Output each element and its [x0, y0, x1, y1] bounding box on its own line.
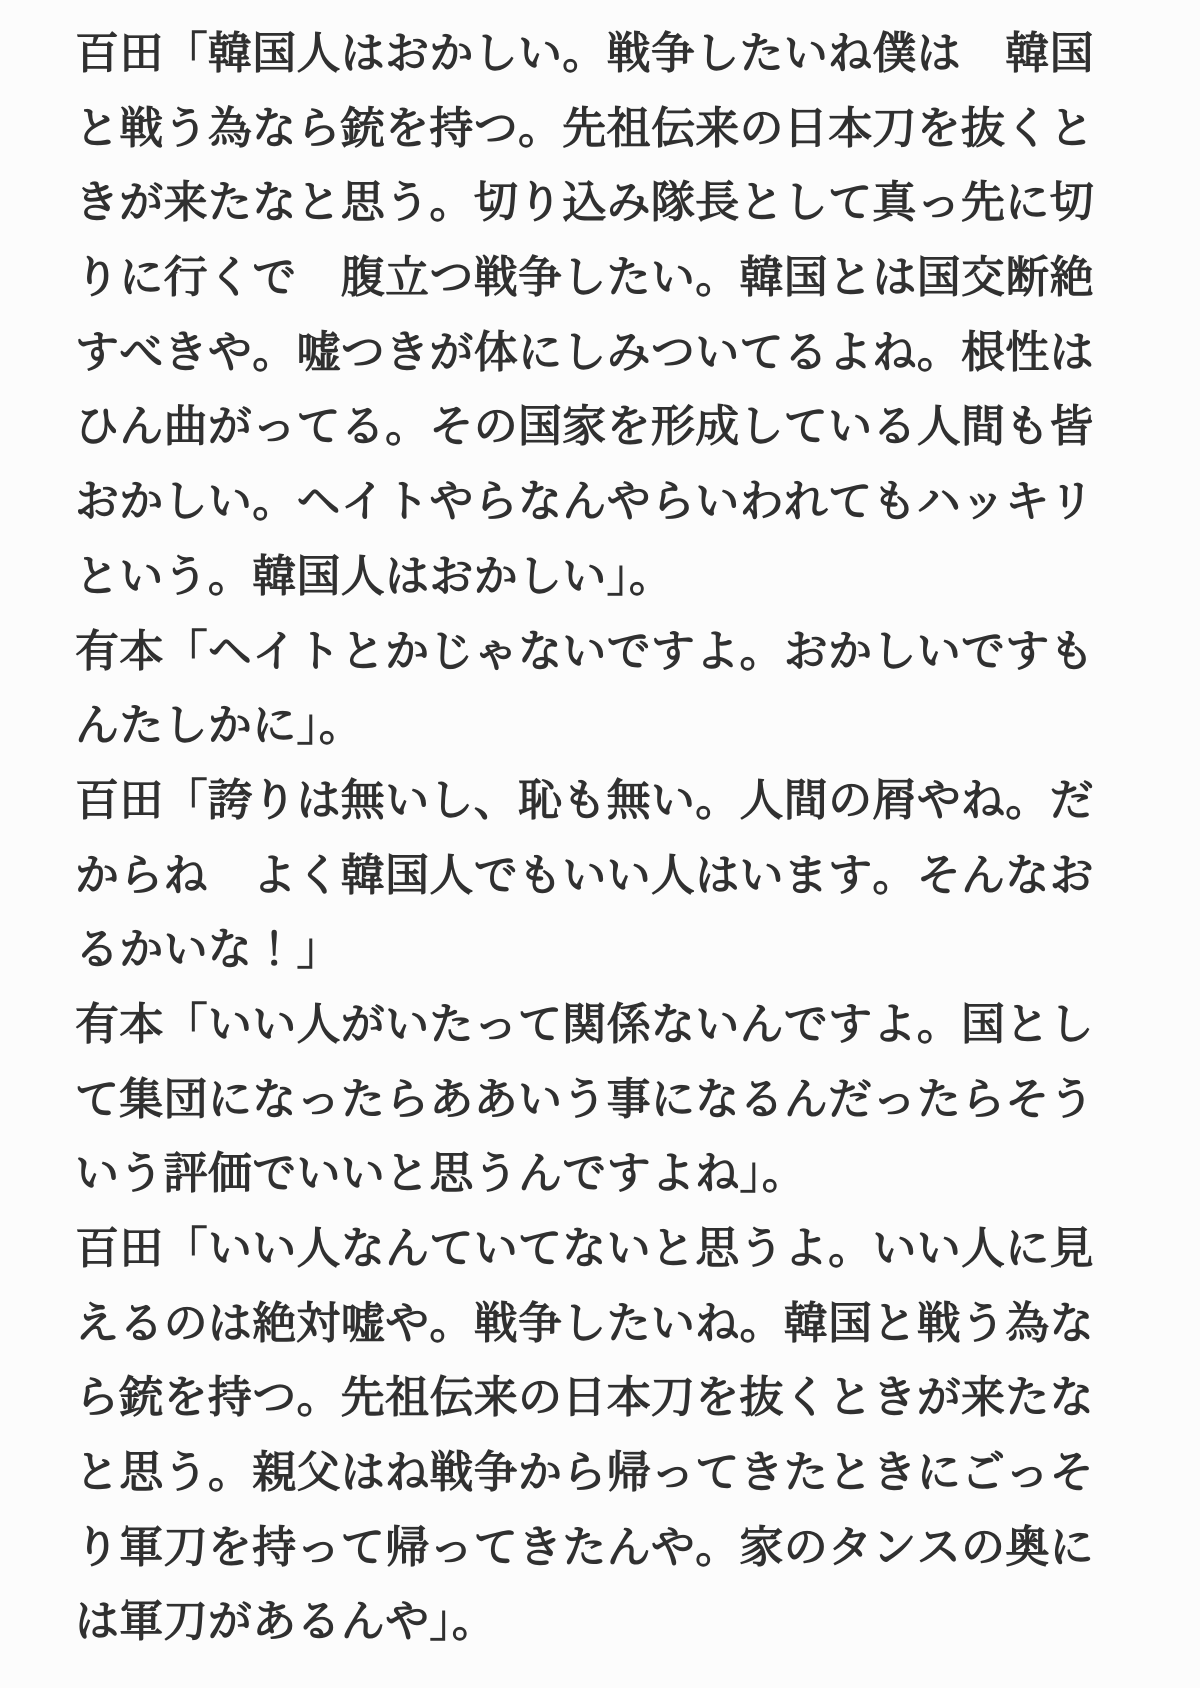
text-line: 有本「ヘイトとかじゃないですよ。おかしいですも [75, 626, 1094, 676]
text-line: んたしかに」。 [75, 701, 364, 751]
text-line: て集団になったらああいう事になるんだったらそう [75, 1074, 1094, 1124]
text-line: りに行くで 腹立つ戦争したい。韓国とは国交断絶 [75, 253, 1094, 303]
text-line: は軍刀があるんや」。 [75, 1597, 496, 1647]
text-line: すべきや。嘘つきが体にしみついてるよね。根性は [75, 327, 1094, 377]
text-line: からね よく韓国人でもいい人はいます。そんなお [75, 850, 1094, 900]
text-line: と戦う為なら銃を持つ。先祖伝来の日本刀を抜くと [75, 103, 1094, 153]
text-line: ひん曲がってる。その国家を形成している人間も皆 [75, 402, 1094, 452]
paragraph-hyakuta-3 [75, 1212, 1160, 1660]
paragraph-hyakuta-2 [75, 764, 1160, 988]
text-line: いう評価でいいと思うんですよね」。 [75, 1149, 807, 1199]
text-line: という。韓国人はおかしい」。 [75, 551, 674, 601]
text-line: るかいな！」 [75, 925, 341, 975]
paragraph-hyakuta-1 [75, 17, 1160, 615]
text-line: ら銃を持つ。先祖伝来の日本刀を抜くときが来たな [75, 1373, 1094, 1423]
paragraph-arimoto-1 [75, 615, 1160, 764]
text-line: えるのは絶対嘘や。戦争したいね。韓国と戦う為な [75, 1298, 1094, 1348]
paragraph-arimoto-2 [75, 988, 1160, 1212]
text-line: り軍刀を持って帰ってきたんや。家のタンスの奥に [75, 1522, 1094, 1572]
text-line: 有本「いい人がいたって関係ないんですよ。国とし [75, 999, 1094, 1049]
text-line: おかしい。ヘイトやらなんやらいわれてもハッキリ [75, 477, 1094, 527]
text-line: 百田「韓国人はおかしい。戦争したいね僕は 韓国 [75, 29, 1094, 78]
text-line: 百田「誇りは無いし、恥も無い。人間の屑やね。だ [75, 775, 1094, 825]
text-line: 百田「いい人なんていてないと思うよ。いい人に見 [75, 1224, 1094, 1273]
text-line: きが来たなと思う。切り込み隊長として真っ先に切 [75, 178, 1094, 228]
text-line: と思う。親父はね戦争から帰ってきたときにごっそ [75, 1448, 1094, 1498]
